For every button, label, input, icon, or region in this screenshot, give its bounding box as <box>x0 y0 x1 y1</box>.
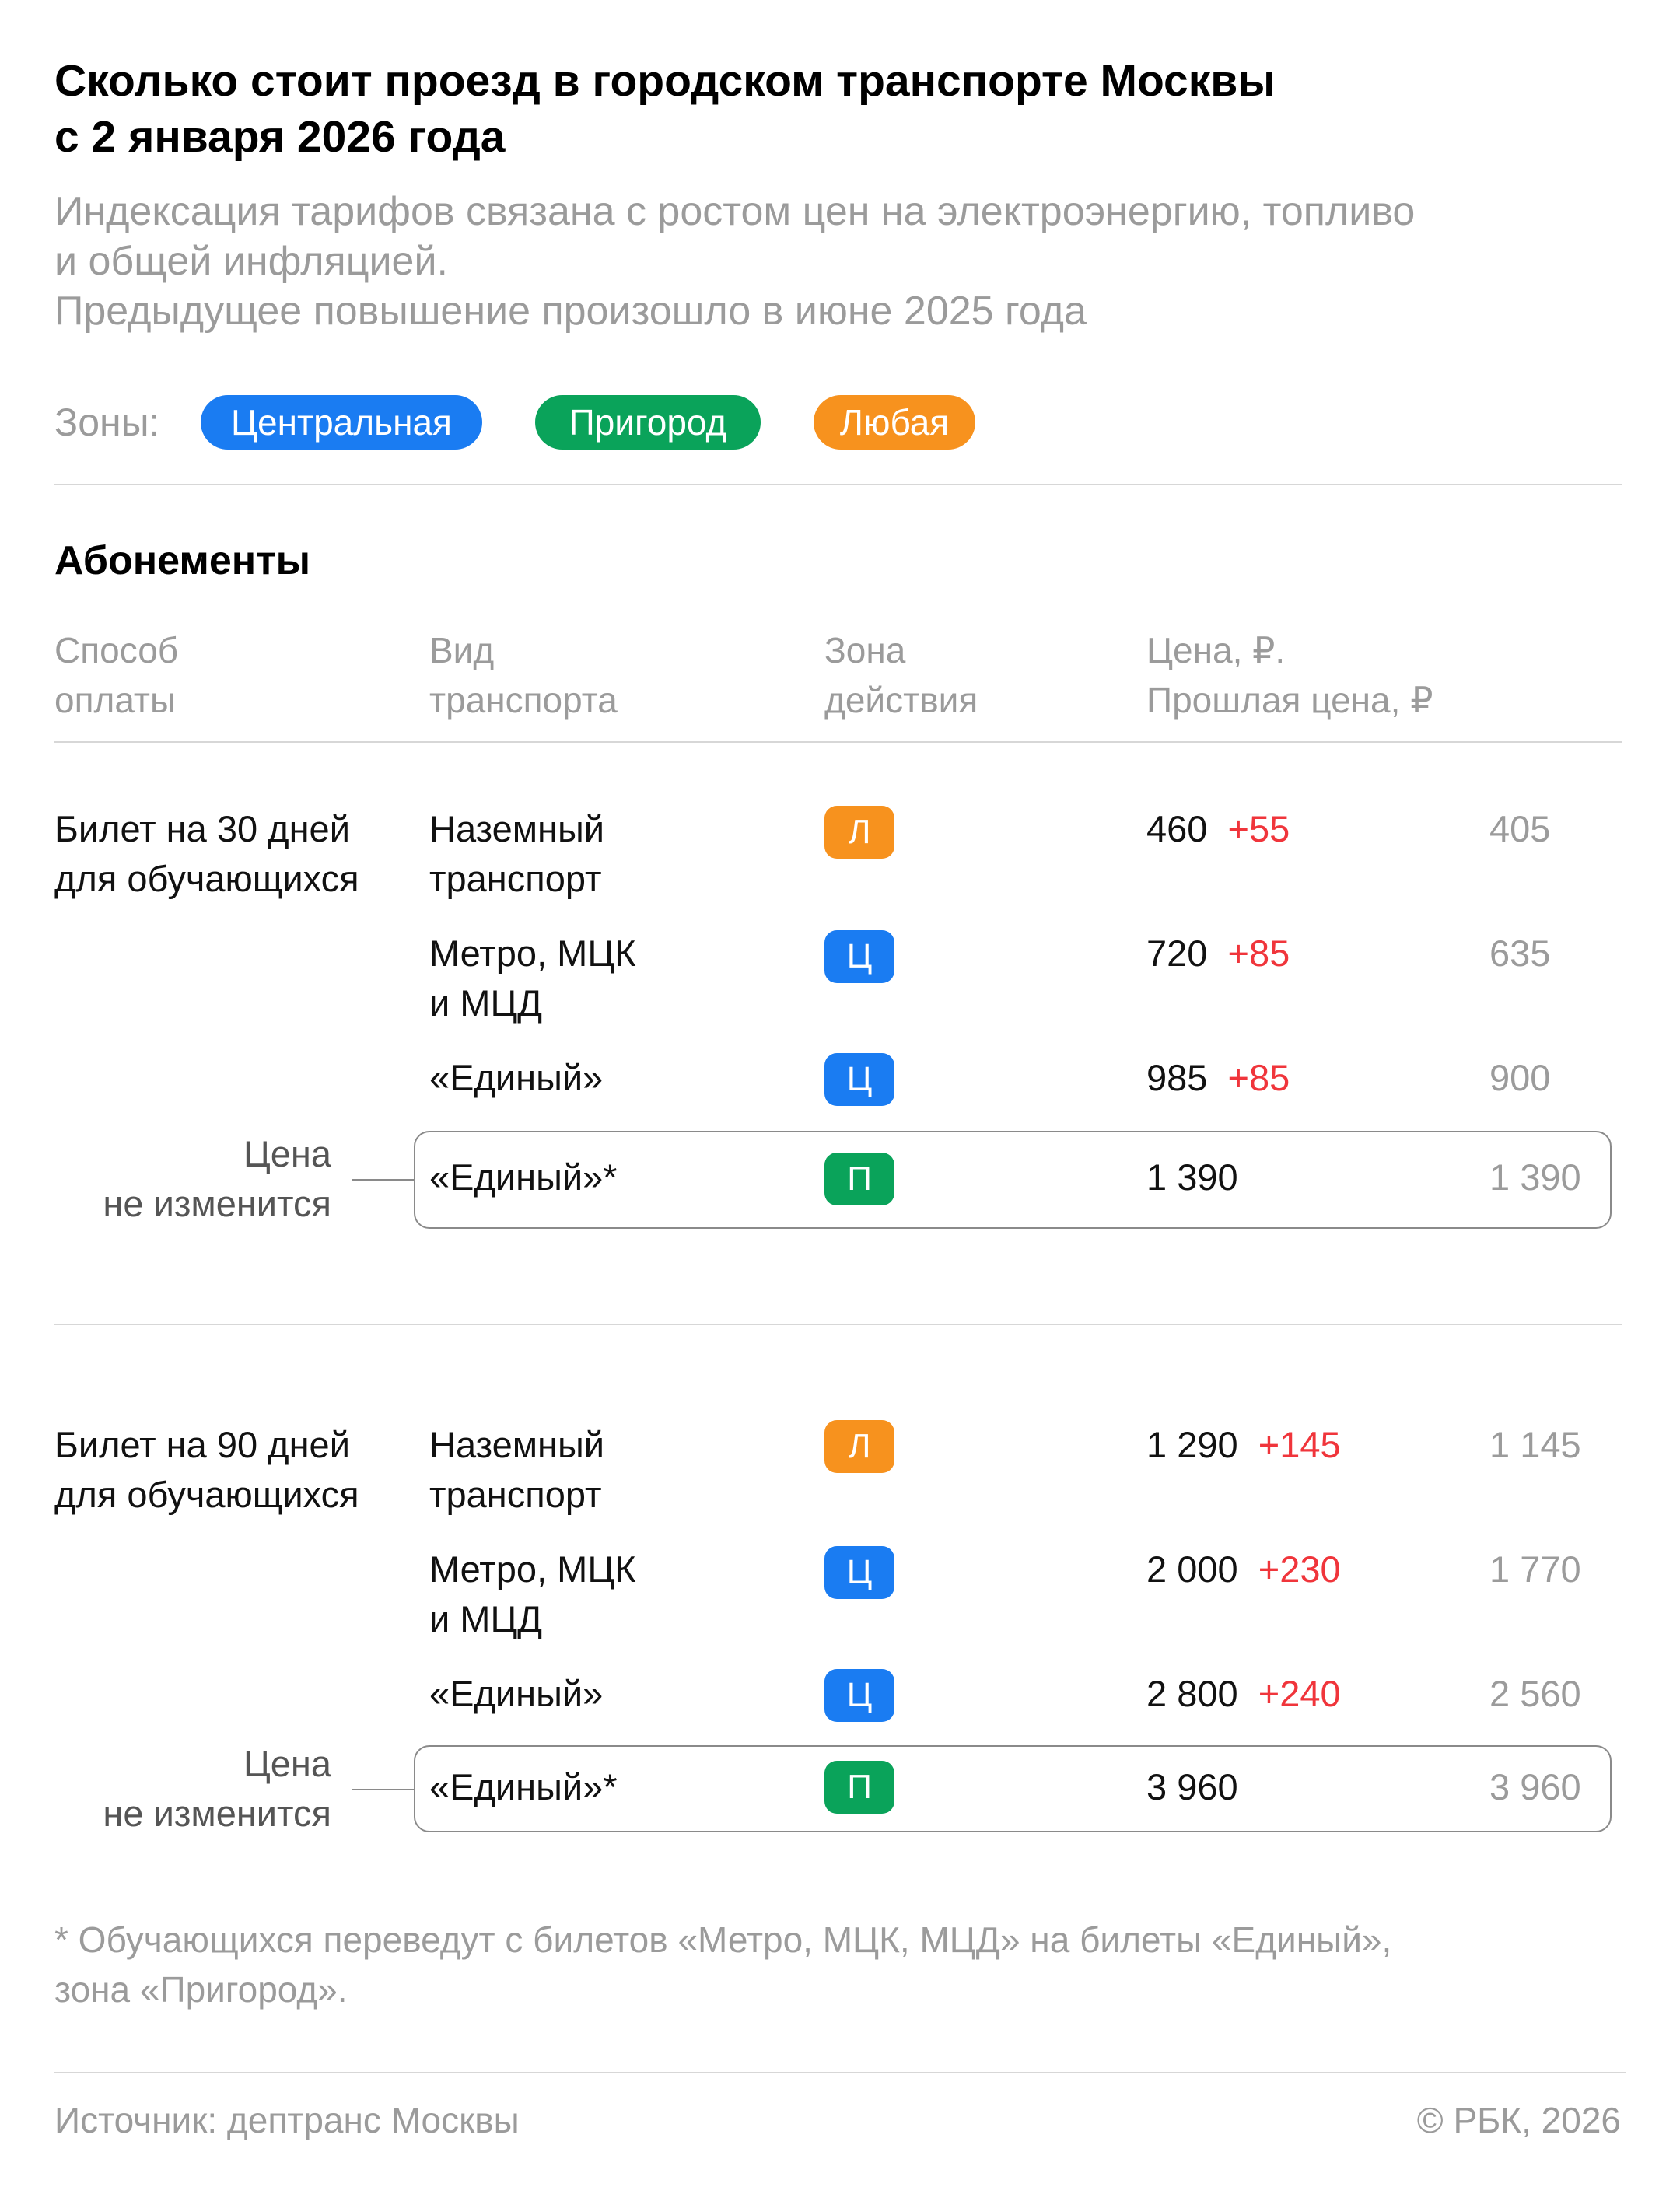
header-price-line-2: Прошлая цена, ₽ <box>1146 680 1433 720</box>
transport-line-1: «Единый»* <box>429 1156 618 1198</box>
zone-badge-suburb: П <box>824 1153 894 1205</box>
header-zone-line-1: Зона <box>824 630 906 670</box>
zone-pill-any: Любая <box>814 395 975 450</box>
group-title-line-1: Билет на 30 дней <box>54 808 350 849</box>
transport-line-1: Метро, МЦК <box>429 1548 636 1590</box>
previous-price: 900 <box>1489 1057 1551 1098</box>
previous-price: 405 <box>1489 808 1551 849</box>
unchanged-label-line-1: Цена <box>243 1743 331 1784</box>
header-transport-line-2: транспорта <box>429 680 618 720</box>
transport-line-1: «Единый»* <box>429 1766 618 1807</box>
price: 3 960 <box>1146 1766 1238 1807</box>
transport-cell <box>429 1762 618 1812</box>
transport-line-1: Метро, МЦК <box>429 933 636 974</box>
transport-line-1: Наземный <box>429 808 605 849</box>
previous-price: 2 560 <box>1489 1673 1581 1714</box>
price: 1 390 <box>1146 1156 1238 1198</box>
zone-badge-central: Ц <box>824 1053 894 1106</box>
transport-line-2: и МЦД <box>429 1598 543 1639</box>
previous-price: 3 960 <box>1489 1766 1581 1807</box>
transport-cell <box>429 1420 604 1520</box>
section-title: Абонементы <box>54 538 311 583</box>
footnote-line-2: зона «Пригород». <box>54 1969 348 2010</box>
price: 2 000 <box>1146 1548 1238 1590</box>
subtitle-line-2: и общей инфляцией. <box>54 239 448 284</box>
divider <box>54 2072 1626 2073</box>
price-delta: +85 <box>1227 1057 1290 1098</box>
group-title-line-1: Билет на 90 дней <box>54 1424 350 1465</box>
price-cell <box>1146 929 1290 978</box>
unchanged-label-line-2: не изменится <box>103 1793 331 1834</box>
price: 460 <box>1146 808 1208 849</box>
footnote <box>54 1915 1626 2014</box>
price-cell <box>1146 1545 1341 1594</box>
price-delta: +230 <box>1258 1548 1341 1590</box>
transport-line-1: Наземный <box>429 1424 605 1465</box>
divider <box>54 1324 1622 1325</box>
price-cell <box>1146 1762 1238 1812</box>
price-delta: +145 <box>1258 1424 1341 1465</box>
title-line-1: Сколько стоит проезд в городском транспорте Москвы <box>54 56 1276 106</box>
header-transport <box>429 625 618 725</box>
price-cell <box>1146 804 1290 854</box>
price: 1 290 <box>1146 1424 1238 1465</box>
zone-badge-central: Ц <box>824 1669 894 1722</box>
price-delta: +85 <box>1227 933 1290 974</box>
zone-pill-central: Центральная <box>201 395 482 450</box>
transport-line-2: и МЦД <box>429 982 543 1024</box>
price: 720 <box>1146 933 1208 974</box>
unchanged-label-line-1: Цена <box>243 1133 331 1174</box>
price-cell <box>1146 1153 1238 1202</box>
previous-price: 1 770 <box>1489 1548 1581 1590</box>
transport-cell <box>429 1545 635 1644</box>
group-title-line-2: для обучающихся <box>54 1474 359 1515</box>
zones-label: Зоны: <box>54 401 160 444</box>
connector-line <box>352 1789 415 1790</box>
price: 985 <box>1146 1057 1208 1098</box>
zone-badge-suburb: П <box>824 1761 894 1814</box>
zone-badge-any: Л <box>824 1420 894 1473</box>
header-price-line-1: Цена, ₽. <box>1146 630 1286 670</box>
transport-line-2: транспорт <box>429 858 602 899</box>
header-payment-line-1: Способ <box>54 630 179 670</box>
page-title <box>54 53 1626 165</box>
transport-line-1: «Единый» <box>429 1673 604 1714</box>
transport-cell <box>429 1053 603 1103</box>
price-cell <box>1146 1420 1341 1470</box>
unchanged-label-line-2: не изменится <box>103 1183 331 1224</box>
price-cell <box>1146 1669 1341 1719</box>
header-transport-line-1: Вид <box>429 630 495 670</box>
subtitle <box>54 187 1626 336</box>
source: Источник: дептранс Москвы <box>54 2100 520 2140</box>
header-payment-line-2: оплаты <box>54 680 177 720</box>
header-price <box>1146 625 1433 725</box>
zone-badge-any: Л <box>824 806 894 859</box>
header-payment <box>54 625 178 725</box>
subtitle-line-1: Индексация тарифов связана с ростом цен на электроэнергию, топливо <box>54 189 1416 234</box>
title-line-2: с 2 января 2026 года <box>54 112 506 162</box>
unchanged-label <box>51 1739 331 1839</box>
connector-line <box>352 1179 415 1181</box>
group-title-line-2: для обучающихся <box>54 858 359 899</box>
unchanged-label <box>51 1129 331 1229</box>
previous-price: 1 145 <box>1489 1424 1581 1465</box>
header-zone <box>824 625 978 725</box>
group-title <box>54 804 359 904</box>
divider <box>54 484 1622 485</box>
transport-cell <box>429 804 604 904</box>
zone-badge-central: Ц <box>824 1546 894 1599</box>
transport-cell <box>429 929 635 1028</box>
divider <box>54 741 1622 743</box>
transport-cell <box>429 1153 618 1202</box>
zone-badge-central: Ц <box>824 930 894 983</box>
group-title <box>54 1420 359 1520</box>
previous-price: 635 <box>1489 933 1551 974</box>
price-delta: +240 <box>1258 1673 1341 1714</box>
previous-price: 1 390 <box>1489 1156 1581 1198</box>
subtitle-line-3: Предыдущее повышение произошло в июне 2025 года <box>54 289 1087 334</box>
price: 2 800 <box>1146 1673 1238 1714</box>
zone-pill-suburb: Пригород <box>535 395 761 450</box>
footnote-line-1: * Обучающихся переведут с билетов «Метро, МЦК, МЦД» на билеты «Единый», <box>54 1919 1392 1960</box>
transport-cell <box>429 1669 603 1719</box>
price-delta: +55 <box>1227 808 1290 849</box>
price-cell <box>1146 1053 1290 1103</box>
header-zone-line-2: действия <box>824 680 978 720</box>
copyright: © РБК, 2026 <box>1416 2100 1621 2140</box>
transport-line-1: «Единый» <box>429 1057 604 1098</box>
transport-line-2: транспорт <box>429 1474 602 1515</box>
